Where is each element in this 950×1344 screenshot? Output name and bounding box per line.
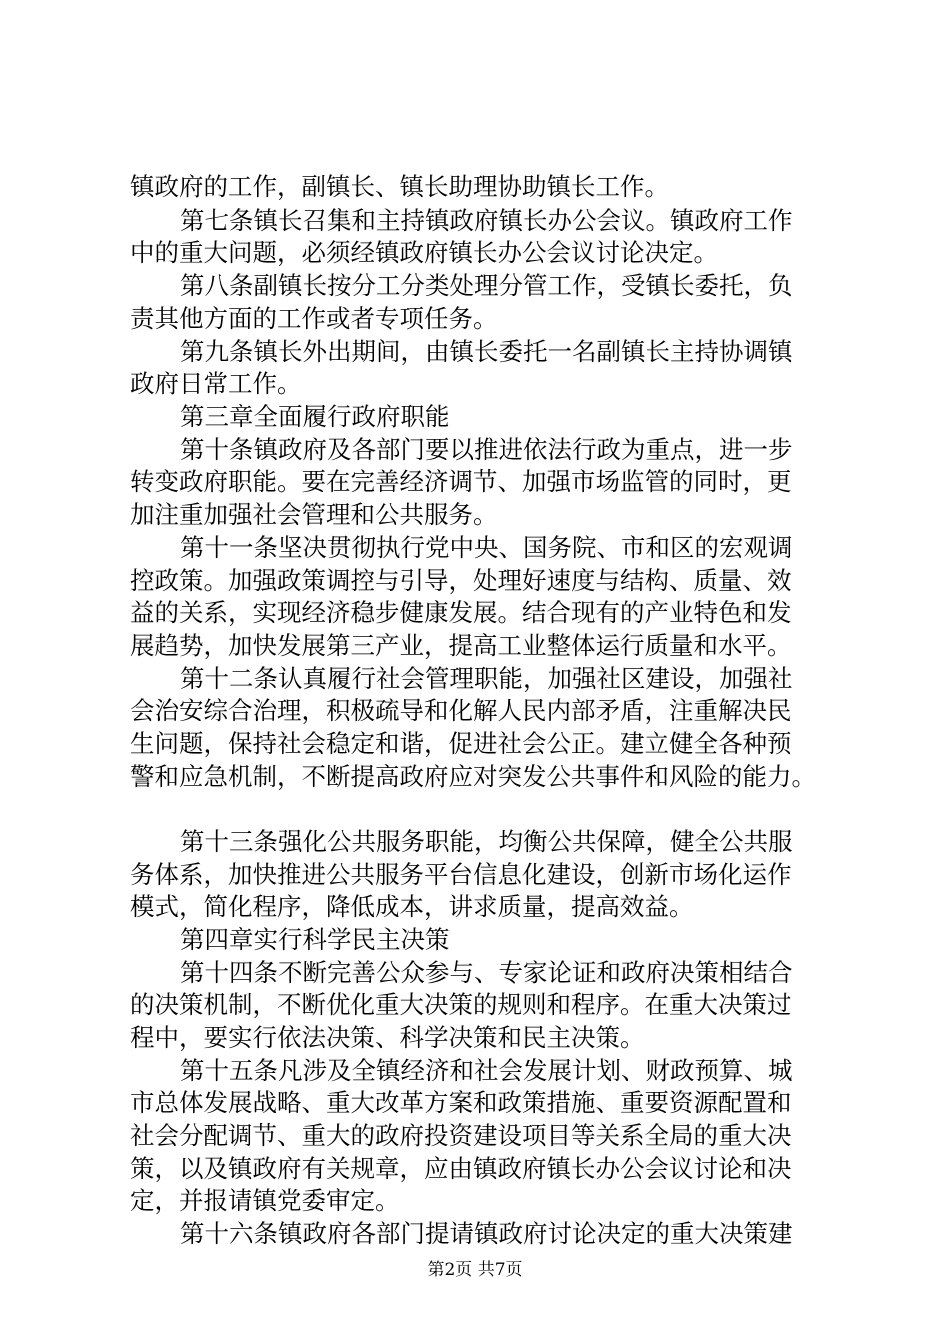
chapter-heading: 第三章全面履行政府职能 (180, 402, 450, 431)
text-line: 警和应急机制，不断提高政府应对突发公共事件和风险的能力。 (130, 762, 816, 791)
text-line: 中的重大问题，必须经镇政府镇长办公会议讨论决定。 (130, 238, 718, 267)
text-line: 务体系，加快推进公共服务平台信息化建设，创新市场化运作 (130, 860, 792, 889)
text-line: 社会分配调节、重大的政府投资建设项目等关系全局的重大决 (130, 1121, 792, 1150)
text-line: 的决策机制，不断优化重大决策的规则和程序。在重大决策过 (130, 990, 792, 1019)
text-line: 第十二条认真履行社会管理职能，加强社区建设，加强社 (180, 664, 793, 693)
text-line: 第十六条镇政府各部门提请镇政府讨论决定的重大决策建 (180, 1219, 793, 1248)
text-line: 第十条镇政府及各部门要以推进依法行政为重点，进一步 (180, 435, 793, 464)
text-line: 控政策。加强政策调控与引导，处理好速度与结构、质量、效 (130, 566, 792, 595)
text-line: 第八条副镇长按分工分类处理分管工作，受镇长委托，负 (180, 271, 793, 300)
text-line: 展趋势，加快发展第三产业，提高工业整体运行质量和水平。 (130, 631, 792, 660)
text-line: 模式，简化程序，降低成本，讲求质量，提高效益。 (130, 892, 694, 921)
text-line: 定，并报请镇党委审定。 (130, 1186, 400, 1215)
text-line: 会治安综合治理，积极疏导和化解人民内部矛盾，注重解决民 (130, 696, 792, 725)
page-number-footer: 第2页 共7页 (427, 1260, 523, 1280)
text-line: 益的关系，实现经济稳步健康发展。结合现有的产业特色和发 (130, 598, 792, 627)
text-line: 政府日常工作。 (130, 369, 302, 398)
text-line: 程中，要实行依法决策、科学决策和民主决策。 (130, 1023, 645, 1052)
text-line: 策，以及镇政府有关规章，应由镇政府镇长办公会议讨论和决 (130, 1154, 792, 1183)
chapter-heading: 第四章实行科学民主决策 (180, 925, 450, 954)
text-line: 生问题，保持社会稳定和谐，促进社会公正。建立健全各种预 (130, 729, 792, 758)
text-line: 第十三条强化公共服务职能，均衡公共保障，健全公共服 (180, 827, 793, 856)
text-line: 加注重加强社会管理和公共服务。 (130, 500, 498, 529)
text-line: 镇政府的工作，副镇长、镇长助理协助镇长工作。 (130, 172, 669, 201)
text-line: 第九条镇长外出期间，由镇长委托一名副镇长主持协调镇 (180, 337, 793, 366)
text-line: 转变政府职能。要在完善经济调节、加强市场监管的同时，更 (130, 467, 792, 496)
text-line: 第十五条凡涉及全镇经济和社会发展计划、财政预算、城 (180, 1056, 793, 1085)
text-line: 第十四条不断完善公众参与、专家论证和政府决策相结合 (180, 958, 793, 987)
text-line: 第七条镇长召集和主持镇政府镇长办公会议。镇政府工作 (180, 206, 793, 235)
text-line: 第十一条坚决贯彻执行党中央、国务院、市和区的宏观调 (180, 533, 793, 562)
text-line: 责其他方面的工作或者专项任务。 (130, 304, 498, 333)
text-line: 市总体发展战略、重大改革方案和政策措施、重要资源配置和 (130, 1088, 792, 1117)
